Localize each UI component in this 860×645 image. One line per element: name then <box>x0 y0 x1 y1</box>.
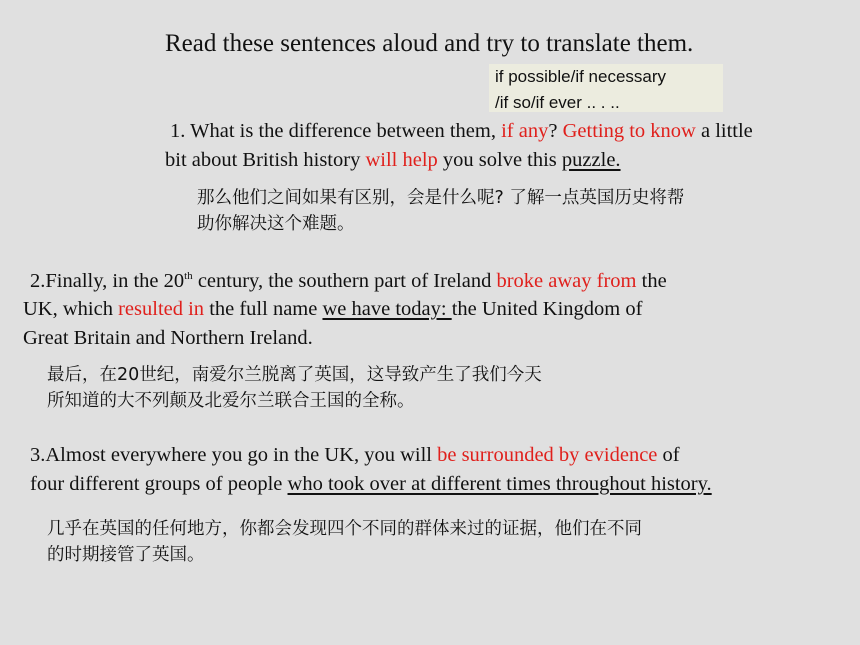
sentence-1-translation-line-1: 那么他们之间如果有区别，会是什么呢? 了解一点英国历史将帮 <box>197 188 685 208</box>
text: four different groups of people <box>30 473 288 495</box>
text: bit about British history <box>165 149 366 171</box>
sentence-3-line-1 <box>30 441 680 470</box>
sentence-3-translation-line-1: 几乎在英国的任何地方，你都会发现四个不同的群体来过的证据，他们在不同 <box>47 519 642 539</box>
text: you solve this <box>437 149 562 171</box>
text: 3.Almost everywhere you go in the UK, you will <box>30 444 438 466</box>
sentence-2-translation-line-2: 所知道的大不列颠及北爱尔兰联合王国的全称。 <box>47 391 415 411</box>
text: 2.Finally, in the 20 <box>30 270 185 292</box>
underlined-phrase: we have today: <box>322 298 452 320</box>
sentence-2-line-1 <box>30 267 667 296</box>
sentence-1-line-2 <box>165 146 621 175</box>
text: century, the southern part of Ireland <box>192 270 497 292</box>
sentence-2-line-3: Great Britain and Northern Ireland. <box>23 327 313 349</box>
highlight-phrase: will help <box>365 149 438 171</box>
sentence-3-line-2 <box>30 470 712 499</box>
sentence-2-line-2 <box>23 295 642 324</box>
highlight-phrase: if any <box>501 120 549 142</box>
text: ? <box>548 120 563 142</box>
hint-line-1: if possible/if necessary <box>495 67 667 86</box>
text: the United Kingdom of <box>451 298 643 320</box>
underlined-phrase: puzzle. <box>561 149 621 171</box>
text: the full name <box>204 298 323 320</box>
text: a little <box>695 120 753 142</box>
highlight-phrase: resulted in <box>118 298 205 320</box>
sentence-3-translation-line-2: 的时期接管了英国。 <box>47 545 205 565</box>
slide-title: Read these sentences aloud and try to translate them. <box>165 30 694 57</box>
underlined-phrase: who took over at different times throughout history. <box>287 473 712 495</box>
text: UK, which <box>23 298 119 320</box>
sentence-1-translation-line-2: 助你解决这个难题。 <box>197 214 355 234</box>
hint-note <box>489 64 723 112</box>
hint-line-2: /if so/if ever .. . .. <box>495 93 620 112</box>
highlight-phrase: broke away from <box>496 270 637 292</box>
sentence-1-line-1 <box>170 117 753 146</box>
text: of <box>657 444 680 466</box>
highlight-phrase: be surrounded by evidence <box>437 444 658 466</box>
text: 1. What is the difference between them, <box>170 120 502 142</box>
text: the <box>636 270 667 292</box>
superscript: th <box>184 270 193 282</box>
sentence-2-translation-line-1: 最后，在20世纪，南爱尔兰脱离了英国，这导致产生了我们今天 <box>47 365 542 385</box>
highlight-phrase: Getting to know <box>562 120 696 142</box>
